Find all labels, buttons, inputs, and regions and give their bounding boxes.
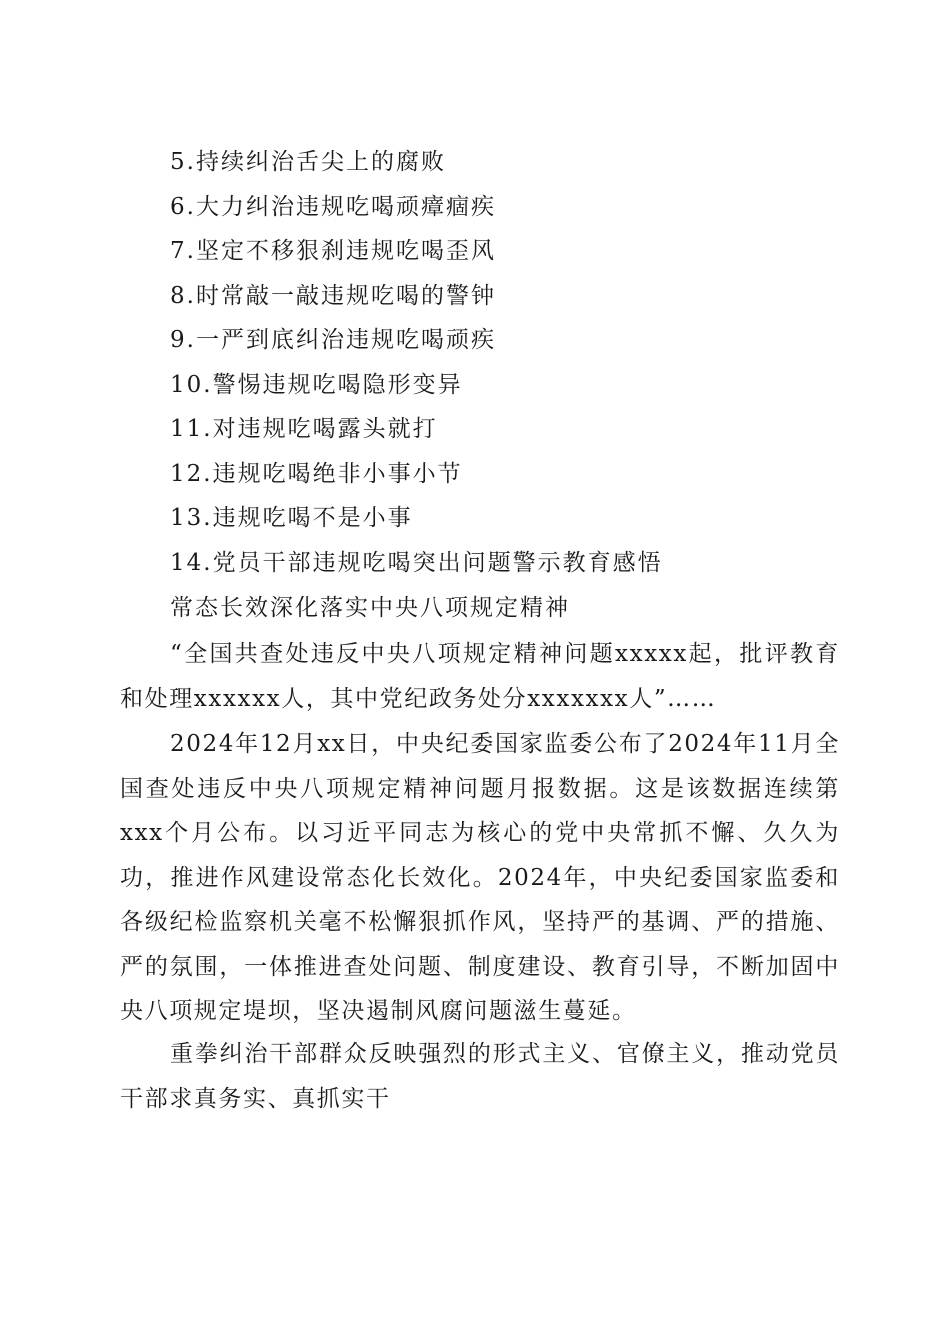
list-item: 13.违规吃喝不是小事	[170, 505, 413, 531]
body-paragraph-heading: 重拳纠治干部群众反映强烈的形式主义、官僚主义，推动党员干部求真务实、真抓实干	[120, 1041, 840, 1112]
list-item: 11.对违规吃喝露头就打	[170, 416, 438, 442]
list-item: 10.警惕违规吃喝隐形变异	[170, 371, 463, 398]
list-item: 5.持续纠治舌尖上的腐败	[170, 149, 446, 175]
list-item: 7.坚定不移狠刹违规吃喝歪风	[170, 238, 496, 264]
list-item: 8.时常敲一敲违规吃喝的警钟	[170, 282, 496, 309]
list-item: 6.大力纠治违规吃喝顽瘴痼疾	[170, 193, 496, 220]
body-paragraph-report: 2024年12月xx日，中央纪委国家监委公布了2024年11月全国查处违反中央八项规定精神问题月报数据。这是该数据连续第xxx个月公布。以习近平同志为核心的党中央常抓不懈、久久为功，推进作风建设常态化长效化。2024年，中央纪委国家监委和各级纪检监察机关毫不松懈狠抓作风，坚持严的基调、严的措施、严的氛围，一体推进查处问题、制度建设、教育引导，不断加固中央八项规定堤坝，坚决遏制风腐问题滋生蔓延。	[120, 731, 840, 1024]
list-item: 9.一严到底纠治违规吃喝顽疾	[170, 327, 496, 353]
topic-list	[170, 140, 663, 585]
list-item: 12.违规吃喝绝非小事小节	[170, 460, 463, 487]
body-paragraph-quote: “全国共查处违反中央八项规定精神问题xxxxx起，批评教育和处理xxxxxx人，其中党纪政务处分xxxxxxx人”……	[120, 641, 840, 712]
section-title: 常态长效深化落实中央八项规定精神	[170, 595, 570, 621]
list-item: 14.党员干部违规吃喝突出问题警示教育感悟	[170, 549, 663, 576]
